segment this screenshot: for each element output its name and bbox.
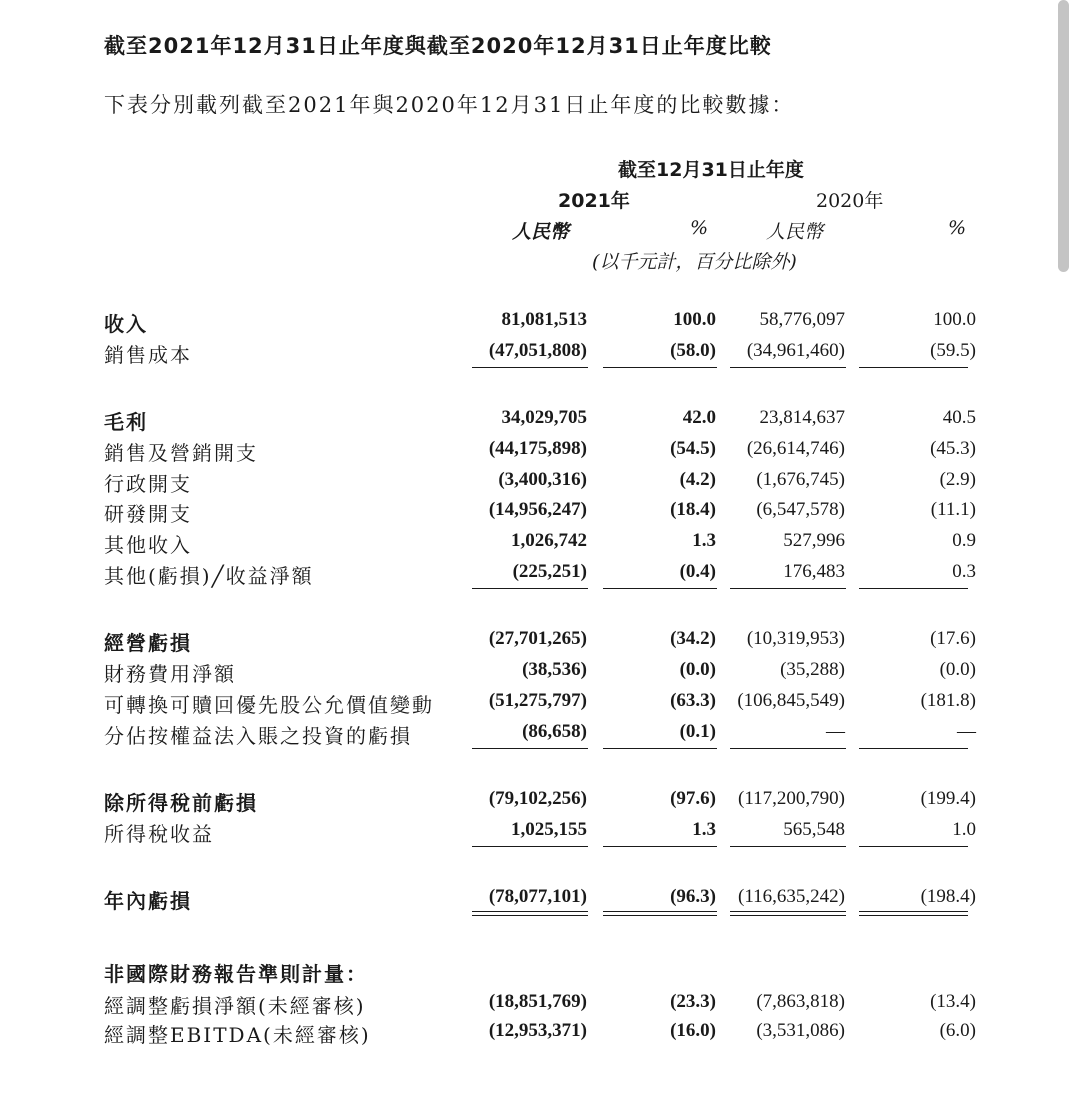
pct-2021: 42.0: [682, 407, 716, 428]
value-2021: (47,051,808): [488, 340, 587, 361]
pct-2021: (0.1): [679, 721, 716, 742]
pct-2020: (13.4): [930, 991, 976, 1012]
pct-2021: (54.5): [670, 438, 716, 459]
value-2021: (18,851,769): [488, 991, 587, 1012]
value-2020: 23,814,637: [759, 407, 845, 428]
pct-2020: (198.4): [920, 886, 976, 907]
value-2021: 81,081,513: [501, 309, 587, 330]
value-2020: —: [826, 721, 845, 742]
value-2021: (225,251): [512, 561, 587, 582]
pct-2021: 100.0: [673, 309, 716, 330]
pct-2021: (18.4): [670, 499, 716, 520]
currency-2020-header: 人民幣: [766, 221, 824, 243]
value-2020: (106,845,549): [737, 690, 845, 711]
subtotal-rule: [603, 367, 717, 368]
value-2021: (51,275,797): [488, 690, 587, 711]
value-2020: (116,635,242): [738, 886, 845, 907]
pct-2020: 0.9: [952, 530, 976, 551]
pct-2020: (0.0): [939, 659, 976, 680]
pct-2020: 100.0: [933, 309, 976, 330]
pct-2021: (34.2): [670, 628, 716, 649]
unit-note: (以千元計，百分比除外): [592, 251, 797, 273]
value-2021: (86,658): [522, 721, 587, 742]
total-double-rule: [603, 911, 717, 916]
pct-2021: (96.3): [670, 886, 716, 907]
value-2020: (34,961,460): [746, 340, 845, 361]
year-2021-header: 2021年: [558, 190, 630, 212]
value-2021: 34,029,705: [501, 407, 587, 428]
subtotal-rule: [603, 748, 717, 749]
row-label: 研發開支: [104, 502, 192, 526]
pct-2020: (45.3): [930, 438, 976, 459]
value-2021: 1,025,155: [511, 819, 587, 840]
subtotal-rule: [859, 367, 968, 368]
value-2020: (26,614,746): [746, 438, 845, 459]
pct-2020: (11.1): [930, 499, 976, 520]
pct-2021: (23.3): [670, 991, 716, 1012]
pct-2020: (2.9): [939, 469, 976, 490]
row-label: 收入: [104, 312, 148, 336]
intro-text: 下表分別載列截至2021年與2020年12月31日止年度的比較數據：: [104, 93, 795, 117]
value-2020: (6,547,578): [756, 499, 845, 520]
pct-2021: (97.6): [670, 788, 716, 809]
value-2020: (1,676,745): [756, 469, 845, 490]
row-label: 其他(虧損)╱收益淨額: [104, 564, 314, 588]
row-label: 銷售及營銷開支: [104, 441, 258, 465]
row-label: 所得稅收益: [104, 822, 214, 846]
row-label: 財務費用淨額: [104, 662, 236, 686]
scrollbar-thumb[interactable]: [1058, 0, 1069, 272]
pct-2020: 0.3: [952, 561, 976, 582]
pct-2020-header: %: [948, 217, 967, 239]
pct-2020: (199.4): [920, 788, 976, 809]
row-label: 分佔按權益法入賬之投資的虧損: [104, 724, 412, 748]
pct-2020: (17.6): [930, 628, 976, 649]
period-header: 截至12月31日止年度: [618, 159, 804, 181]
row-label: 銷售成本: [104, 343, 192, 367]
pct-2021: (0.4): [679, 561, 716, 582]
value-2020: 565,548: [783, 819, 845, 840]
pct-2020: 1.0: [952, 819, 976, 840]
pct-2021: (63.3): [670, 690, 716, 711]
row-label: 行政開支: [104, 472, 192, 496]
value-2021: (14,956,247): [488, 499, 587, 520]
total-double-rule: [730, 911, 846, 916]
pct-2020: 40.5: [942, 407, 976, 428]
total-double-rule: [472, 911, 588, 916]
subtotal-rule: [472, 846, 588, 847]
pct-2021: (0.0): [679, 659, 716, 680]
value-2021: (78,077,101): [488, 886, 587, 907]
total-double-rule: [859, 911, 968, 916]
subtotal-rule: [472, 588, 588, 589]
row-label: 除所得稅前虧損: [104, 791, 258, 815]
subtotal-rule: [730, 367, 846, 368]
subtotal-rule: [472, 748, 588, 749]
pct-2020: —: [957, 721, 976, 742]
value-2021: (27,701,265): [488, 628, 587, 649]
row-label: 可轉換可贖回優先股公允價值變動: [104, 693, 434, 717]
value-2020: (35,288): [780, 659, 845, 680]
row-label: 經調整虧損淨額(未經審核): [104, 994, 366, 1018]
row-label: 經營虧損: [104, 631, 192, 655]
section-title: 截至2021年12月31日止年度與截至2020年12月31日止年度比較: [104, 34, 772, 58]
value-2020: 176,483: [783, 561, 845, 582]
year-2020-header: 2020年: [816, 190, 884, 212]
value-2020: 527,996: [783, 530, 845, 551]
value-2021: (44,175,898): [488, 438, 587, 459]
pct-2021: (4.2): [679, 469, 716, 490]
pct-2021: (58.0): [670, 340, 716, 361]
subtotal-rule: [603, 846, 717, 847]
pct-2020: (6.0): [939, 1020, 976, 1041]
subtotal-rule: [730, 748, 846, 749]
currency-2021-header: 人民幣: [512, 221, 570, 243]
pct-2021: (16.0): [670, 1020, 716, 1041]
value-2021: (38,536): [522, 659, 587, 680]
pct-2021: 1.3: [692, 530, 716, 551]
subtotal-rule: [859, 846, 968, 847]
value-2021: (3,400,316): [498, 469, 587, 490]
row-label: 毛利: [104, 410, 148, 434]
value-2021: (79,102,256): [488, 788, 587, 809]
pct-2021-header: %: [690, 217, 709, 239]
value-2020: (3,531,086): [756, 1020, 845, 1041]
subtotal-rule: [730, 588, 846, 589]
subtotal-rule: [859, 588, 968, 589]
subtotal-rule: [472, 367, 588, 368]
row-label: 其他收入: [104, 533, 192, 557]
pct-2020: (59.5): [930, 340, 976, 361]
value-2021: (12,953,371): [488, 1020, 587, 1041]
subtotal-rule: [859, 748, 968, 749]
value-2020: 58,776,097: [759, 309, 845, 330]
row-label: 年內虧損: [104, 889, 192, 913]
non-ifrs-heading: 非國際財務報告準則計量：: [104, 962, 368, 986]
value-2020: (117,200,790): [738, 788, 845, 809]
pct-2021: 1.3: [692, 819, 716, 840]
subtotal-rule: [603, 588, 717, 589]
value-2020: (7,863,818): [756, 991, 845, 1012]
row-label: 經調整EBITDA(未經審核): [104, 1023, 371, 1047]
pct-2020: (181.8): [920, 690, 976, 711]
value-2021: 1,026,742: [511, 530, 587, 551]
subtotal-rule: [730, 846, 846, 847]
value-2020: (10,319,953): [746, 628, 845, 649]
